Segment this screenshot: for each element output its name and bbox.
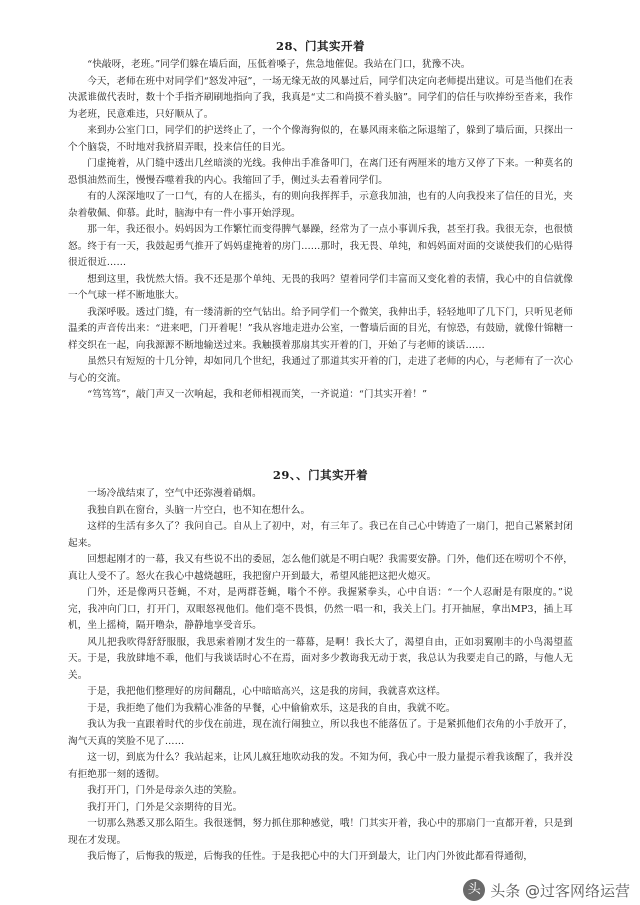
paragraph: “快敲呀，老班。”同学们躲在墙后面，压低着嗓子，焦急地催促。我站在门口，犹豫不决。 [87,59,471,70]
paragraph: 门外，还是像两只苍蝇，不对，是两群苍蝇，嗡个不停。我握紧拳头，心中自语：“一个人忍耐是有限度的。”说完，我冲向门口，打开门，双眼怒视他们。他们毫不畏惧，仍然一唱一和，我关上门。打开抽屉，拿出MP3，插上耳机，坐上摇椅，隔开噜杂，静静地享受音乐。 [68,587,573,631]
paragraph: 于是，我拒绝了他们为我精心准备的早餐，心中偷偷欢乐，这是我的自由，我就不吃。 [87,702,456,714]
paragraph: 那一年，我还很小。妈妈因为工作繁忙而变得脾气暴躁，经常为了一点小事训斥我，甚至打我。我很无奈，也很愤怒。终于有一天，我鼓起勇气推开了妈妈虚掩着的房门……那时，我无畏、单纯，和妈妈面对面的交谈使我们的心贴得很近很近…… [68,224,573,268]
paragraph: “笃笃笃”，敲门声又一次响起，我和老师相视而笑，一齐说道：“门其实开着！” [87,389,428,400]
essay-title: 28、门其实开着 [275,39,365,53]
paragraph: 虽然只有短短的十几分钟，却如同几个世纪，我通过了那道其实开着的门，走进了老师的内心，与老师有了一次心与心的交流。 [68,356,573,384]
toutiao-icon: 头 [463,879,485,901]
paragraph: 我深呼吸。透过门缝，有一缕清新的空气钻出。给予同学们一个微笑，我伸出手，轻轻地叩了几下门，只听见老师温柔的声音传出来：“进来吧，门开着呢！”我从容地走进办公室，一瞥墙后面的目光，有惊恐，有鼓励，就像什锦糖一样交织在一起，向我源源不断地输送过来。我触摸着那扇其实开着的门，开始了与老师的谈话…… [68,306,573,351]
paragraph: 我打开门，门外是母亲久违的笑脸。 [87,785,243,796]
paragraph: 有的人深深地叹了一口气，有的人在摇头，有的则向我挥挥手，示意我加油，也有的人向我投来了信任的目光，夹杂着敬佩、仰慕。此时，脑海中有一件小事开始浮现。 [68,191,573,219]
paragraph: 门虚掩着，从门缝中透出几丝暗淡的光线。我伸出手准备叩门，在离门还有两厘米的地方又停了下来。一种莫名的恐惧油然而生，慢慢吞噬着我的内心。我缩回了手，侧过头去看着同学们。 [68,158,573,186]
paragraph: 于是，我把他们整理好的房间翻乱，心中暗暗高兴，这是我的房间，我就喜欢这样。 [87,686,446,697]
essay-title: 29、、门其实开着 [272,468,369,482]
essay-29 [68,467,573,866]
paragraph: 来到办公室门口，同学们的护送终止了，一个个像海狗似的，在暴风雨来临之际退缩了，躲到了墙后面，只探出一个个脑袋，不时地对我挤眉弄眼，投来信任的目光。 [68,125,573,153]
paragraph: 一场冷战结束了，空气中还弥漫着硝烟。 [87,488,262,499]
paragraph: 回想起刚才的一幕，我又有些说不出的委屈，怎么他们就是不明白呢？我需要安静。门外，他们还在唠叨个不停，真让人受不了。怒火在我心中越烧越旺，我把窗户开到最大，希望风能把这把火熄灭。 [68,554,573,582]
paragraph: 我独自趴在窗台，头脑一片空白，也不知在想什么。 [87,504,311,516]
paragraph: 我认为我一直跟着时代的步伐在前进，现在流行闹独立，所以我也不能落伍了。于是紧抓他们衣角的小手放开了，淘气天真的笑脸不见了…… [68,719,573,747]
paragraph: 今天，老师在班中对同学们“怒发冲冠”，一场无缘无故的风暴过后，同学们决定向老师提出建议。可是当他们在表决派谁做代表时，数十个手指齐刷刷地指向了我，我真是“丈二和尚摸不着头脑”。同学们的信任与吹捧纷至沓来，我作为老班，民意难违，只好顺从了。 [68,75,573,120]
paragraph: 这样的生活有多久了？我问自己。自从上了初中，对，有三年了。我已在自己心中铸造了一扇门，把自己紧紧封闭起来。 [68,521,573,549]
paragraph: 一切那么熟悉又那么陌生。我很迷惘，努力抓住那种感觉，哦！门其实开着，我心中的那扇门一直都开着，只是到现在才发现。 [68,818,573,846]
paragraph: 想到这里，我恍然大悟。我不还是那个单纯、无畏的我吗？望着同学们丰富而又变化着的表情，我心中的自信就像一个气球一样不断地胀大。 [68,273,573,301]
essay-28 [68,38,573,404]
paragraph: 我后悔了，后悔我的叛逆，后悔我的任性。于是我把心中的大门开到最大，让门内门外彼此都看得通彻， [87,851,534,862]
watermark-text: 头条 @过客网络运营 [490,881,630,900]
paragraph: 风儿把我吹得舒舒服服，我思索着刚才发生的一幕幕，是啊！我长大了，渴望自由，正如羽翼刚丰的小鸟渴望蓝天。于是，我放肆地不乖，他们与我谈话时心不在焉，面对多少教诲我无动于衷，我总认为我要走自己的路，与他人无关。 [68,636,573,681]
watermark [463,879,630,901]
paragraph: 我打开门，门外是父亲期待的目光。 [87,801,243,813]
paragraph: 这一切，到底为什么？我站起来，让风儿疯狂地吹动我的发。不知为何，我心中一股力量提示着我该醒了，我并没有拒绝那一刻的透彻。 [68,752,573,780]
